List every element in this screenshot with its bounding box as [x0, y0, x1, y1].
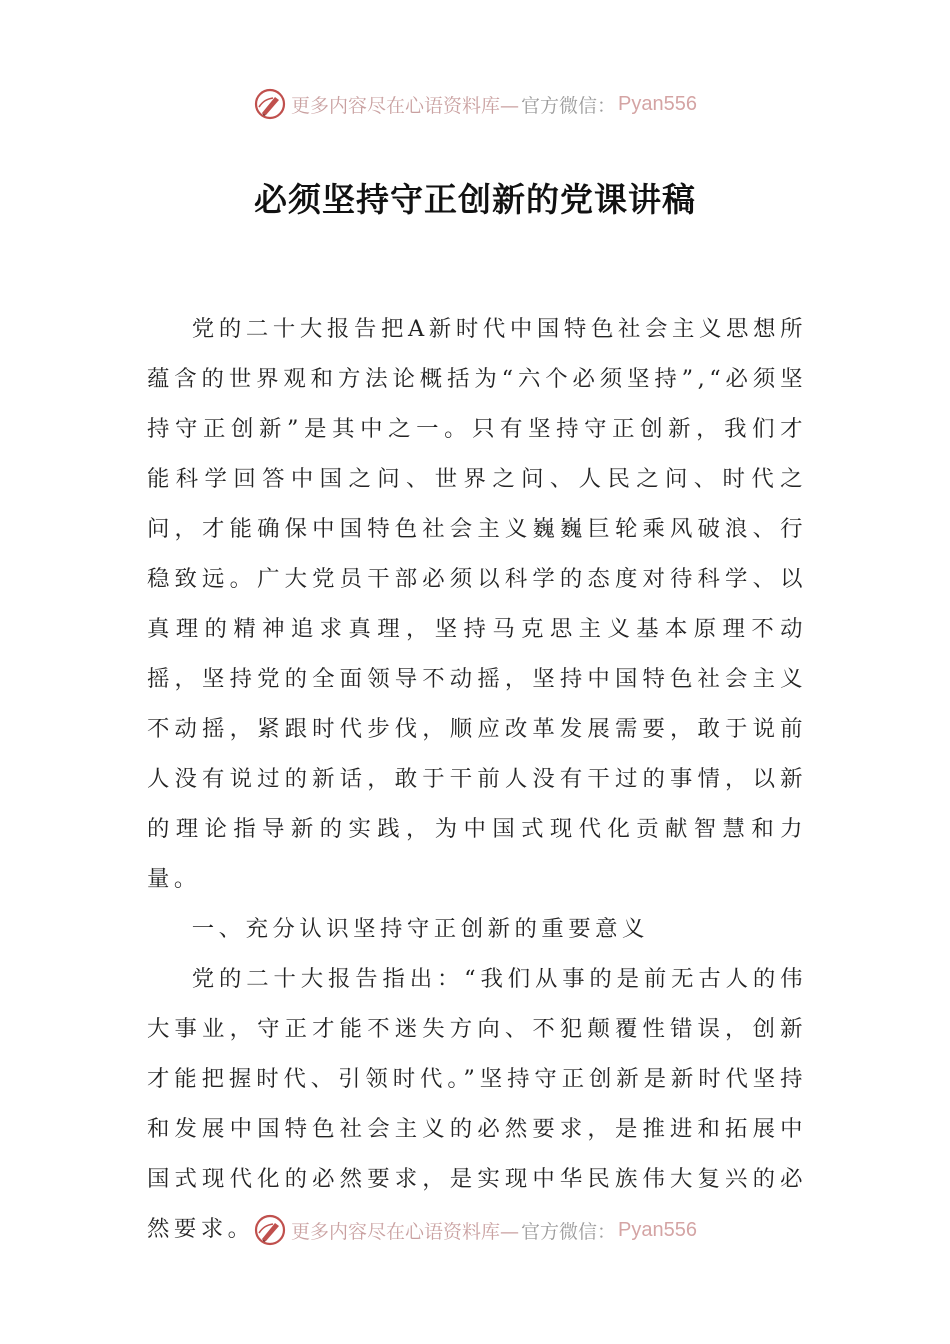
pen-nib-logo-icon [253, 87, 287, 121]
body-paragraph: 党的二十大报告指出：“我们从事的是前无古人的伟大事业，守正才能不迷失方向、不犯颠覆性错误，创新才能把握时代、引领时代。”坚持守正创新是新时代坚持和发展中国特色社会主义的必然要求，是推进和拓展中国式现代化的必然要求，是实现中华民族伟大复兴的必然要求。 [147, 966, 807, 1242]
document-title: 必须坚持守正创新的党课讲稿 [254, 180, 696, 219]
banner-wechat-id: Pyan556 [618, 92, 697, 115]
body-paragraph: 党的二十大报告把A新时代中国特色社会主义思想所蕴含的世界观和方法论概括为“六个必须坚持”,“必须坚持守正创新”是其中之一。只有坚持守正创新，我们才能科学回答中国之问、世界之问、人民之问、时代之问，才能确保中国特色社会主义巍巍巨轮乘风破浪、行稳致远。广大党员干部必须以科学的态度对待科学、以真理的精神追求真理，坚持马克思主义基本原理不动摇，坚持党的全面领导不动摇，坚持中国特色社会主义不动摇，紧跟时代步伐，顺应改革发展需要，敢于说前人没有说过的新话，敢于干前人没有干过的事情，以新的理论指导新的实践，为中国式现代化贡献智慧和力量。 [147, 316, 807, 892]
banner-text: 更多内容尽在心语资料库— [291, 1220, 520, 1243]
header-watermark-banner [0, 84, 950, 124]
banner-text: 更多内容尽在心语资料库— [291, 94, 520, 117]
banner-wechat-label: 官方微信： [521, 94, 617, 117]
banner-wechat-label: 官方微信： [521, 1220, 617, 1243]
banner-wechat-id: Pyan556 [618, 1218, 697, 1241]
document-body [147, 304, 807, 1254]
pen-nib-logo-icon [253, 1213, 287, 1247]
section-heading: 一、充分认识坚持守正创新的重要意义 [191, 916, 649, 942]
footer-watermark-banner [0, 1210, 950, 1250]
